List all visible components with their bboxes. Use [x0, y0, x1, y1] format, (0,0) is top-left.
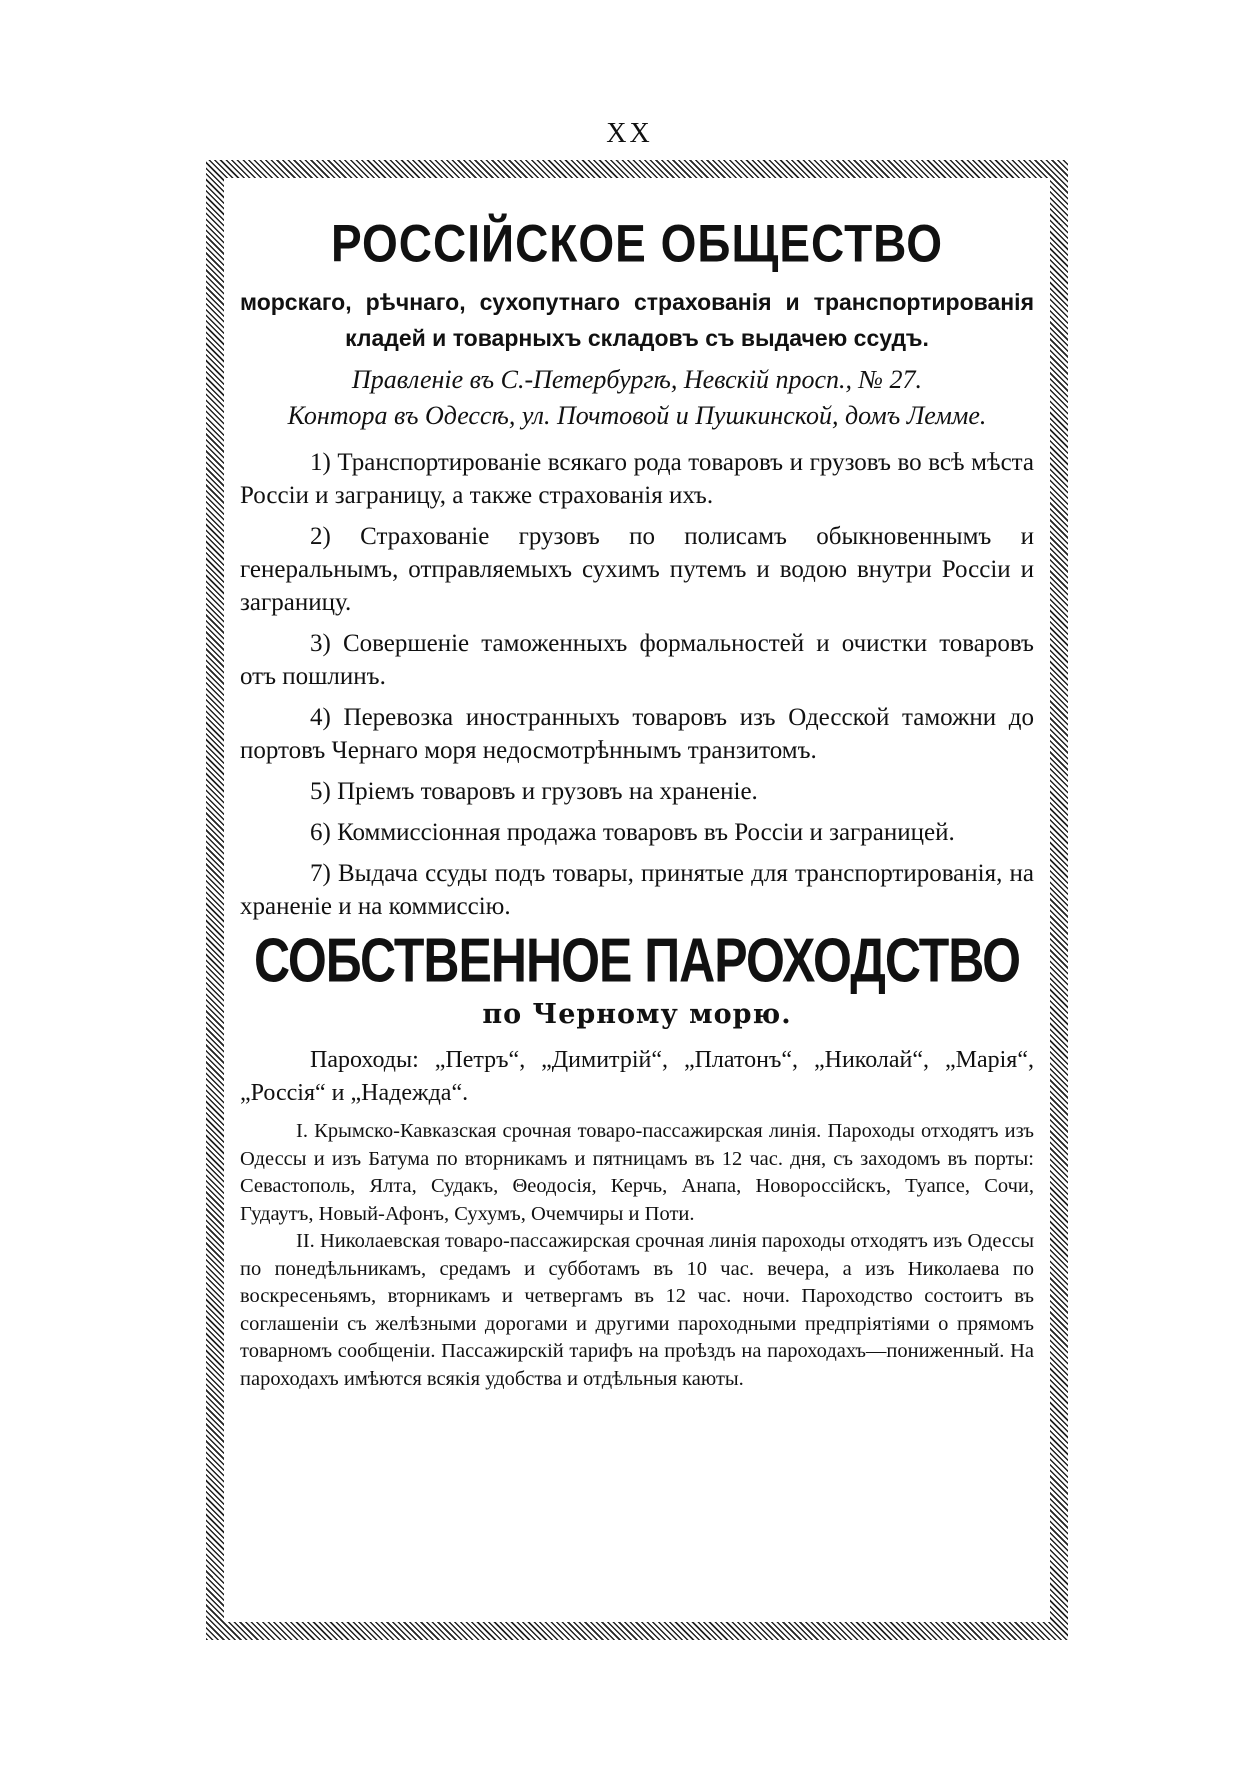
service-item: 7) Выдача ссуды подъ товары, принятые для транспортированія, на храненіе и на коммиссію.	[240, 860, 1034, 920]
route-item: I. Крымско-Кавказская срочная товаро-пассажирская линія. Пароходы отходятъ изъ Одессы и изъ Батума по вторникамъ и пятницамъ въ 12 час. дня, съ заходомъ въ порты: Севастополь, Ялта, Судакъ, Θеодосія, Керчь, Анапа, Новороссійскъ, Туапсе, Сочи, Гудаутъ, Новый-Афонъ, Сухумъ, Очемчиры и Поти.	[240, 1120, 1034, 1225]
steamship-title: СОБСТВЕННОЕ ПАРОХОДСТВО	[253, 925, 1021, 995]
page-number: XX	[606, 118, 653, 149]
advertisement	[226, 178, 1048, 1622]
address-office: Контора въ Одессѣ, ул. Почтовой и Пушкинской, домъ Лемме.	[287, 401, 987, 430]
address-board: Правленіе въ С.-Петербургѣ, Невскій просп., № 27.	[351, 365, 923, 394]
company-title: РОССІЙСКОЕ ОБЩЕСТВО	[330, 213, 944, 273]
steamship-subtitle: по Черному морю.	[482, 999, 792, 1030]
ships-list: Пароходы: „Петръ“, „Димитрій“, „Платонъ“, „Николай“, „Марія“, „Россія“ и „Надежда“.	[240, 1047, 1034, 1106]
company-subtitle: морскаго, рѣчнаго, сухопутнаго страхованія и транспортированія кладей и товарныхъ складовъ съ выдачею ссудъ.	[240, 289, 1034, 351]
service-item: 2) Страхованіе грузовъ по полисамъ обыкновеннымъ и генеральнымъ, отправляемыхъ сухимъ путемъ и водою внутри Россіи и заграницу.	[240, 523, 1034, 616]
route-item: II. Николаевская товаро-пассажирская срочная линія пароходы отходятъ изъ Одессы по понедѣльникамъ, средамъ и субботамъ въ 10 час. вечера, а изъ Николаева по воскресеньямъ, вторникамъ и четвергамъ въ 12 час. ночи. Пароходство состоитъ въ соглашеніи съ желѣзными дорогами и другими пароходными предпріятіями о прямомъ товарномъ сообщеніи. Пассажирскій тарифъ на проѣздъ на пароходахъ—пониженный. На пароходахъ имѣются всякія удобства и отдѣльныя каюты.	[240, 1230, 1034, 1390]
services-list	[240, 446, 1034, 923]
service-item: 4) Перевозка иностранныхъ товаровъ изъ Одесской таможни до портовъ Чернаго моря недосмотрѣннымъ транзитомъ.	[240, 704, 1034, 764]
service-item: 5) Пріемъ товаровъ и грузовъ на храненіе.	[310, 778, 758, 805]
service-item: 6) Коммиссіонная продажа товаровъ въ Россіи и заграницей.	[310, 819, 955, 846]
routes-list	[240, 1118, 1034, 1393]
service-item: 3) Совершеніе таможенныхъ формальностей и очистки товаровъ отъ пошлинъ.	[240, 630, 1034, 690]
service-item: 1) Транспортированіе всякаго рода товаровъ и грузовъ во всѣ мѣста Россіи и заграницу, а также страхованія ихъ.	[240, 449, 1034, 509]
